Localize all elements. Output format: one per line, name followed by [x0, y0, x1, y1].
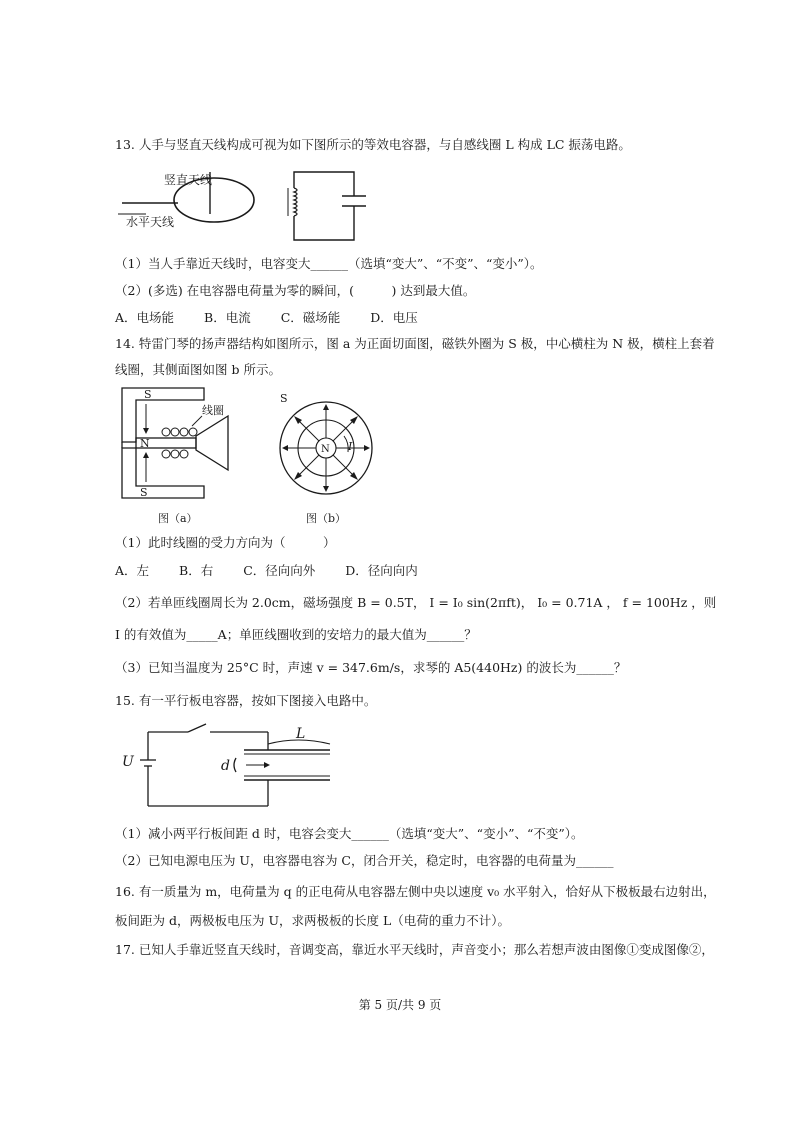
fig-a-caption: 图（a）	[158, 512, 198, 525]
q14-part2-line1: （2）若单匝线圈周长为 2.0cm，磁场强度 B = 0.5T， I = I₀ sin(2πft)， I₀ = 0.71A ， f = 100Hz ，则	[115, 595, 717, 610]
q15-stem: 15. 有一平行板电容器，按如下图接入电路中。	[115, 693, 377, 708]
q15-part2: （2）已知电源电压为 U，电容器电容为 C，闭合开关，稳定时，电容器的电荷量为______	[115, 853, 614, 868]
q14-option-c: C．径向向外	[243, 563, 316, 578]
q13-option-a: A．电场能	[115, 310, 175, 325]
q13-stem: 13. 人手与竖直天线构成可视为如下图所示的等效电容器，与自感线圈 L 构成 LC 振荡电路。	[115, 137, 631, 152]
q15-part1: （1）减小两平行板间距 d 时，电容会变大______（选填“变大”、“变小”、“不变”）。	[115, 826, 584, 841]
fig-b-s: S	[280, 392, 288, 405]
fig-a-s-bottom: S	[140, 486, 148, 499]
page-footer: 第 5 页/共 9 页	[358, 998, 442, 1012]
label-d: d	[221, 758, 230, 774]
fig-a-coil-label: 线圈	[202, 404, 224, 417]
q14-option-a: A．左	[115, 563, 150, 578]
q13-option-b: B．电流	[204, 310, 251, 325]
q17-line1: 17. 已知人手靠近竖直天线时，音调变高，靠近水平天线时，声音变小；那么若想声波由图像①变成图像②，	[115, 942, 714, 957]
q14-part2-line2: I 的有效值为_____A；单匝线圈收到的安培力的最大值为______？	[115, 627, 477, 642]
q14-figure-b	[276, 390, 386, 529]
q16-line1: 16. 有一质量为 m，电荷量为 q 的正电荷从电容器左侧中央以速度 v₀ 水平射入，恰好从下极板最右边射出，	[115, 884, 716, 899]
q15-circuit-figure	[118, 722, 348, 815]
q14-part3: （3）已知当温度为 25°C 时，声速 v = 347.6m/s，求琴的 A5(440Hz) 的波长为______？	[115, 660, 627, 675]
q14-part1: （1）此时线圈的受力方向为（ ）	[115, 535, 336, 550]
q14-stem-line1: 14. 特雷门琴的扬声器结构如图所示，图 a 为正面切面图，磁铁外圈为 S 极，中心横柱为 N 极，横柱上套着	[115, 336, 715, 351]
q14-option-b: B．右	[179, 563, 214, 578]
label-vertical-antenna: 竖直天线	[164, 173, 213, 187]
q13-figure	[118, 168, 368, 251]
inductor-coil	[294, 188, 297, 216]
fig-a-n: N	[140, 437, 150, 450]
label-horizontal-antenna: 水平天线	[126, 215, 175, 229]
q14-option-d: D．径向向内	[345, 563, 418, 578]
label-u: U	[122, 754, 134, 770]
label-l: L	[296, 726, 306, 742]
q14-stem-line2: 线圈，其侧面图如图 b 所示。	[115, 362, 281, 377]
q13-option-c: C．磁场能	[280, 310, 341, 325]
fig-b-i: I	[348, 440, 353, 453]
q13-part1: （1）当人手靠近天线时，电容变大______（选填“变大”、“不变”、“变小”）。	[115, 256, 543, 271]
q13-option-d: D．电压	[370, 310, 418, 325]
q14-options	[115, 563, 444, 579]
fig-b-n: N	[321, 444, 330, 455]
fig-b-caption: 图（b）	[306, 512, 347, 525]
q13-part2: （2）(多选) 在电容器电荷量为零的瞬间，( ) 达到最大值。	[115, 283, 476, 298]
q14-figure-a	[118, 386, 248, 529]
fig-a-s-top: S	[144, 388, 152, 401]
q16-line2: 板间距为 d，两极板电压为 U，求两极板的长度 L（电荷的重力不计）。	[115, 913, 511, 928]
q13-options	[115, 310, 444, 326]
